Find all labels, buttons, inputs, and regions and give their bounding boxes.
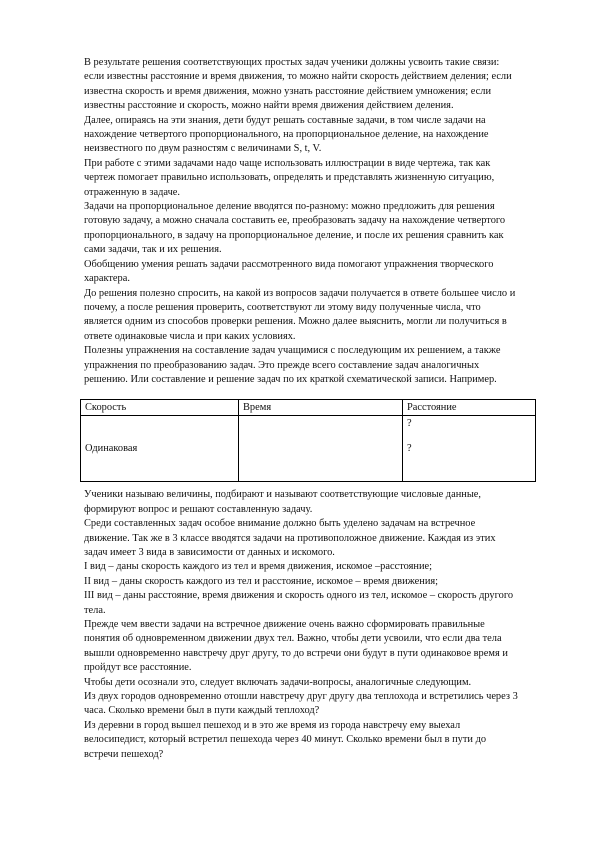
distance-unknown: ?: [407, 418, 412, 430]
paragraph: Прежде чем ввести задачи на встречное движение очень важно сформировать правильные понятия об одновременном движении двух тел. Важно, чтобы дети усвоили, что если два тела вышли одновременно навстречу друг другу, то до встречи они будут в пути одинаковое время и пройдут все расстояние.: [84, 619, 508, 674]
paragraph: До решения полезно спросить, на какой из вопросов задачи получается в ответе большее число и почему, а после решения проверить, соответствуют ли этому виду полученные числа, что является одним из способов проверки решения. Можно далее выяснить, могли ли получиться в ответе одинаковые числа и при каких условиях.: [84, 287, 516, 342]
cell-distance: [403, 416, 536, 482]
paragraph: I вид – даны скорость каждого из тел и время движения, искомое –расстояние;: [84, 561, 433, 573]
paragraph: Из двух городов одновременно отошли навстречу друг другу два теплохода и встретились через 3 часа. Сколько времени был в пути каждый теплоход?: [84, 691, 518, 717]
paragraph: Полезны упражнения на составление задач учащимися с последующим их решением, а также упражнения по преобразованию задач. Это прежде всего составление задач аналогичных решению. Или составление и решение задач по их краткой схематической записи. Например.: [84, 345, 501, 385]
paragraph: При работе с этими задачами надо чаще использовать иллюстрации в виде чертежа, так как чертеж помогает правильно использовать, определять и представлять жизненную ситуацию, отраженную в задаче.: [84, 157, 495, 198]
cell-speed: Одинаковая: [81, 416, 239, 482]
schematic-table: [80, 399, 536, 482]
paragraph: Среди составленных задач особое внимание должно быть уделено задачам на встречное движение. Так же в 3 классе вводятся задачи на противоположное движение. Каждая из этих задач имеет 3 вида в зависимости от данных и искомого.: [84, 518, 496, 558]
paragraph: Далее, опираясь на эти знания, дети будут решать составные задачи, в том числе задачи на нахождение четвертого пропорционального, на пропорциональное деление, на нахождение неизвестного по двум разностям с величинами S, t, V.: [84, 114, 489, 155]
header-time: Время: [239, 400, 403, 416]
paragraph: II вид – даны скорость каждого из тел и расстояние, искомое – время движения;: [84, 575, 439, 587]
header-distance: Расстояние: [403, 400, 536, 416]
cell-time: [239, 416, 403, 482]
paragraph: Ученики называю величины, подбирают и называют соответствующие числовые данные, формируют вопрос и решают составленную задачу.: [84, 489, 482, 515]
paragraph: Обобщению умения решать задачи рассмотренного вида помогают упражнения творческого характера.: [84, 258, 494, 285]
paragraph: В результате решения соответствующих простых задач ученики должны усвоить такие связи: если известны расстояние и время движения, то можно найти скорость действием деления; если известна скорость и время движения, можно узнать расстояние действием умножения; если известны расстояние и скорость, можно найти время движения действием деления.: [84, 57, 512, 112]
table-header-row: [81, 400, 536, 416]
paragraph: III вид – даны расстояние, время движения и скорость одного из тел, искомое – скорость другого тела.: [84, 590, 514, 616]
header-speed: Скорость: [81, 400, 239, 416]
paragraph: Из деревни в город вышел пешеход и в это же время из города навстречу ему выехал велосипедист, который встретил пешехода через 40 минут. Сколько времени был в пути до встречи пешеход?: [84, 719, 487, 760]
paragraph: Задачи на пропорциональное деление вводятся по-разному: можно предложить для решения готовую задачу, а можно сначала составить ее, преобразовать задачу на нахождение четвертого пропорционального, в задачу на пропорциональное деление, и после их решения сравнить как сами задачи, так и их решения.: [84, 201, 506, 256]
table-row: [81, 416, 536, 482]
main-text: [84, 488, 521, 762]
distance-unknown: ?: [407, 443, 412, 455]
paragraph: Чтобы дети осознали это, следует включать задачи-вопросы, аналогичные следующим.: [84, 676, 472, 688]
intro-text: [84, 56, 521, 387]
document-page: [84, 56, 521, 762]
